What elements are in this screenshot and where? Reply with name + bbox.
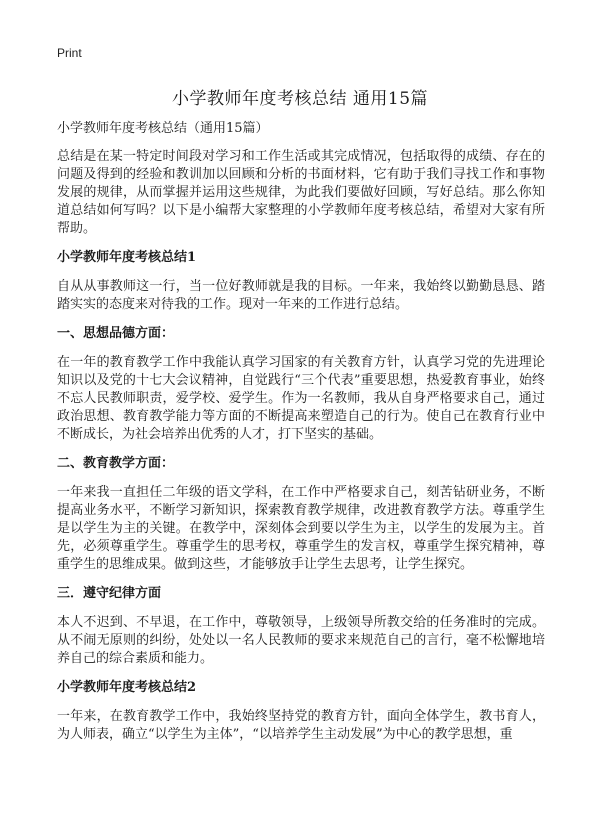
document-body — [57, 120, 545, 755]
summary-2-intro: 一年来，在教育教学工作中，我始终坚持党的教育方针，面向全体学生，教书育人，为人师表，确立“以学生为主体”，“以培养学生主动发展”为中心的教学思想，重 — [57, 709, 545, 742]
summary-1-heading: 小学教师年度考核总结1 — [57, 250, 197, 265]
section-1-heading: 一、思想品德方面： — [57, 326, 175, 341]
section-2-text: 一年来我一直担任二年级的语文学科，在工作中严格要求自己，刻苦钻研业务，不断提高业务水平，不断学习新知识，探索教育教学规律，改进教育教学方法。尊重学生是以学生为主的关键。在教学中，深刻体会到要以学生为主，以学生的发展为主。首先，必须尊重学生。尊重学生的思考权，尊重学生的发言权，尊重学生探究精神，尊重学生的思维成果。做到这些，才能够放手让学生去思考，让学生探究。 — [57, 485, 545, 572]
section-1-text: 在一年的教育教学工作中我能认真学习国家的有关教育方针，认真学习党的先进理论知识以及党的十七大会议精神，自觉践行“三个代表”重要思想，热爱教育事业，始终不忘人民教师职责，爱学校、爱学生。作为一名教师，我从自身严格要求自己，通过政治思想、教育教学能力等方面的不断提高来塑造自己的行为。使自己在教育行业中不断成长，为社会培养出优秀的人才，打下坚实的基础。 — [57, 355, 545, 442]
document-subtitle: 小学教师年度考核总结（通用15篇） — [57, 121, 269, 136]
print-link[interactable]: Print — [57, 46, 82, 60]
summary-1-intro: 自从从事教师这一行，当一位好教师就是我的目标。一年来，我始终以勤勤恳恳、踏踏实实的态度来对待我的工作。现对一年来的工作进行总结。 — [57, 279, 545, 312]
document-title: 小学教师年度考核总结 通用15篇 — [171, 89, 429, 109]
section-2-heading: 二、教育教学方面： — [57, 456, 175, 471]
intro-paragraph: 总结是在某一特定时间段对学习和工作生活或其完成情况，包括取得的成绩、存在的问题及得到的经验和教训加以回顾和分析的书面材料，它有助于我们寻找工作和事物发展的规律，从而掌握并运用这些规律，为此我们要做好回顾，写好总结。那么你知道总结如何写吗？以下是小编帮大家整理的小学教师年度考核总结，希望对大家有所帮助。 — [57, 149, 545, 236]
section-3-heading: 三．遵守纪律方面 — [57, 586, 162, 601]
summary-2-heading: 小学教师年度考核总结2 — [57, 680, 197, 695]
section-3-text: 本人不迟到、不早退，在工作中，尊敬领导，上级领导所教交给的任务准时的完成。从不闹无原则的纠纷，处处以一名人民教师的要求来规范自己的言行，毫不松懈地培养自己的综合素质和能力。 — [57, 615, 545, 666]
